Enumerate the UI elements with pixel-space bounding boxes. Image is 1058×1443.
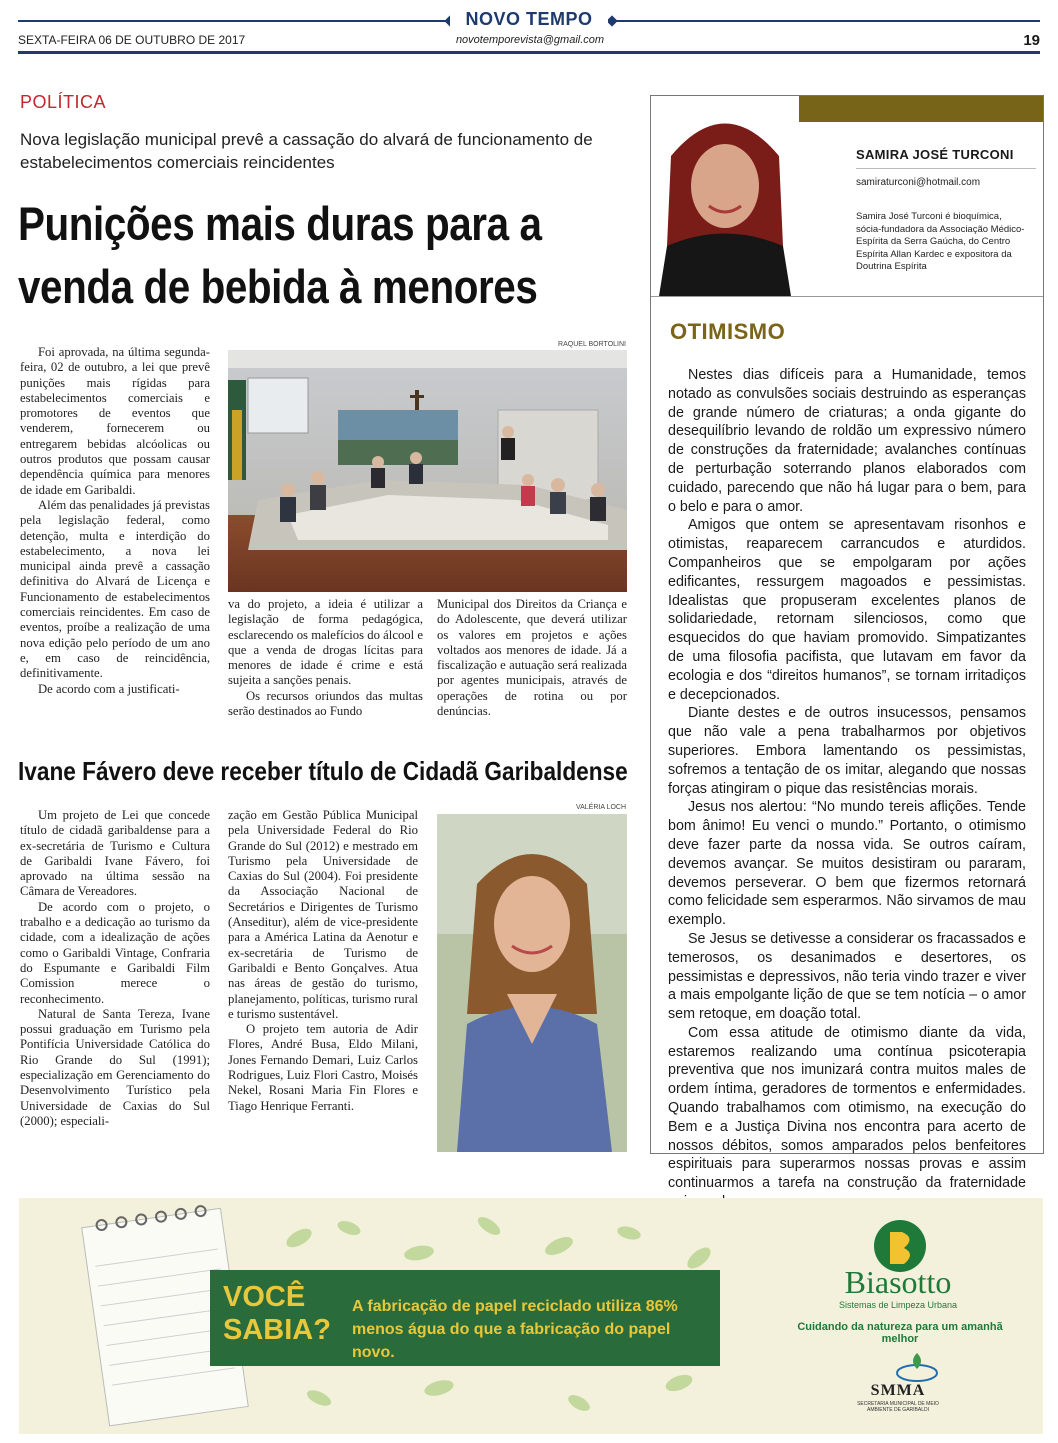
paragraph: Os recursos oriundos das multas serão destinados ao Fundo	[228, 688, 423, 719]
ad-question-line: VOCÊ	[223, 1281, 306, 1313]
divider	[651, 296, 1043, 297]
section-label: POLÍTICA	[20, 92, 107, 112]
divider	[856, 168, 1036, 169]
columnist-portrait	[651, 96, 799, 296]
article1-column-1	[20, 345, 210, 697]
paragraph: O projeto tem autoria de Adir Flores, André Busa, Eldo Milani, Jones Fernando Demari, Luiz Carlos Rodrigues, Luiz Flori Castro, Moisés Nekel, Rosani Maria Fin Flores e Tiago Henrique Ferranti.	[228, 1022, 418, 1113]
article-headline: Punições mais duras para a venda de bebida à menores	[18, 197, 542, 313]
paragraph: Um projeto de Lei que concede título de cidadã garibaldense para a ex-secretária de Turismo e Cultura de Garibaldi Ivane Fávero, foi aprovado na última sessão na Câmara de Vereadores.	[20, 808, 210, 899]
masthead	[450, 9, 608, 30]
paragraph: De acordo com a justificati-	[38, 681, 180, 696]
columnist-email: samiraturconi@hotmail.com	[856, 177, 981, 188]
column-title: OTIMISMO	[670, 319, 786, 344]
ad-question-line: SABIA?	[223, 1314, 331, 1346]
article1-column-3	[437, 597, 627, 719]
paragraph: va do projeto, a ideia é utilizar a legislação de forma pedagógica, esclarecendo os malefícios do álcool e que a venda de drogas lícitas para menores de idade é crime e está sujeita a sanções penais.	[228, 597, 423, 688]
smma-logo-text: SMMA	[870, 1382, 926, 1399]
biasotto-logo-text: Biasotto	[844, 1264, 952, 1300]
paragraph: Se Jesus se detivesse a considerar os fracassados e temerosos, os desanimados e desertores, os pessimistas e depressivos, não teria vindo trazer e viver a mais empolgante lição de que se tem notícia – o amor sem retoque, em doação total.	[668, 930, 1026, 1023]
paragraph: Nestes dias difíceis para a Humanidade, temos notado as convulsões sociais destruindo as esperanças de grande número de criaturas; a onda gigante do desequilíbrio levando de roldão um expressivo número de construções da fraternidade; avalanches contínuas de perturbação soterrando planos elaborados com cuidado, parecendo que não há lugar para o bem, para o belo e para o amor.	[668, 367, 1026, 515]
brand-subtitle: Sistemas de Limpeza Urbana	[838, 1300, 958, 1310]
paragraph: Natural de Santa Tereza, Ivane possui graduação em Turismo pela Pontifícia Universidade Católica do Rio Grande do Sul (1991); especialização em Gerenciamento do Desenvolvimento Turístico pela Universidade de Caxias do Sul (2000); especiali-	[20, 1006, 210, 1128]
newspaper-email: novotemporevista@gmail.com	[455, 34, 605, 46]
smma-subtitle: SECRETARIA MUNICIPAL DE MEIO AMBIENTE DE GARIBALDI	[857, 1401, 939, 1413]
paragraph: Jesus nos alertou: “No mundo tereis aflições. Tende bom ânimo! Eu venci o mundo.” Portanto, o otimismo deve fazer parte da nossa vida. Se outros caíram, devemos avançar. Se muitos desistiram ou pararam, devemos perseverar. O bem que fizermos retornará como felicidade sem esperarmos. Não sirvamos de mau exemplo.	[668, 799, 1026, 929]
article2-column-2	[228, 808, 418, 1114]
paragraph: Municipal dos Direitos da Criança e do Adolescente, que deverá utilizar os valores em projetos e ações voltados aos menores de idade. Já a fiscalização e autuação será realizada por agentes municipais, através de operações de rotina ou por denúncias.	[437, 597, 627, 719]
brand-slogan: Cuidando da natureza para um amanhã melhor	[797, 1321, 1003, 1345]
article-subtitle: Nova legislação municipal prevê a cassação do alvará de funcionamento de estabelecimentos comerciais reincidentes	[20, 130, 593, 172]
paragraph: Foi aprovada, na última segunda-feira, 02 de outubro, a lei que prevê punições mais rígidas para estabelecimentos comerciais e promotores de eventos que venderem, fornecerem ou entregarem bebidas alcóolicas ou outros produtos que possam causar dependência química para menores de idade em Garibaldi.	[20, 345, 210, 497]
photo-credit: RAQUEL BORTOLINI	[558, 341, 626, 348]
newspaper-name: NOVO TEMPO	[465, 9, 593, 29]
article2-headline: Ivane Fávero deve receber título de Cidadã Garibaldense	[18, 756, 628, 786]
photo-credit: VALÉRIA LOCH	[575, 804, 626, 811]
header-bottom-rule	[18, 51, 1040, 54]
header-diamond-right	[606, 15, 617, 26]
paragraph: zação em Gestão Pública Municipal pela Universidade Federal do Rio Grande do Sul (2012) e mestrado em Turismo pela Universidade de Caxias do Sul (2004). Foi presidente da Associação Nacional de Secretários e Dirigentes de Turismo (Anseditur), além de vice-presidente para a América Latina da Aenotur e ex-secretária de Turismo de Garibaldi e Bento Gonçalves. Atua nas áreas de gestão do turismo, planejamento, políticas, turismo rural e turismo sustentável.	[228, 808, 418, 1021]
paragraph: Diante destes e de outros insucessos, pensamos que não vale a pena trabalharmos por objetivos superiores. Embora lamentando os pessimistas, sofremos a tentação de os imitar, alegando que nossas forças atingiram o pique das resistências morais.	[668, 705, 1026, 797]
issue-date: SEXTA-FEIRA 06 DE OUTUBRO DE 2017	[18, 33, 246, 47]
column-body	[668, 366, 1026, 1212]
paragraph: Com essa atitude de otimismo diante da vida, estaremos realizando uma contínua psicoterapia preventiva que nos imunizará contra muitos males de ordem íntima, geradores de tormentos e enfermidades. Quando trabalhamos com otimismo, na execução do Bem e a Justiça Divina nos encontra para acerto de nossos débitos, somos amparados pelos benfeitores espirituais para superarmos nossas provas e assim continuarmos a tarefa na construção da fraternidade	[668, 1024, 1026, 1192]
article2-column-1	[20, 808, 210, 1129]
paragraph: Amigos que ontem se apresentavam risonhos e otimistas, reaparecem carrancudos e aturdidos. Companheiros que se empolgaram por ações edificantes, ressurgem magoados e pessimistas. Idealistas que propuseram excelentes planos de solidariedade, retornam silenciosos, como que esquecidos do que haviam promovido. Simpatizantes de uma filosofia pacifista, que lutavam em favor da ecologia e dos “direitos humanos”, se tornam irritadiços e decepcionados.	[668, 517, 1026, 703]
page-number: 19	[1023, 32, 1040, 49]
ivane-favero-portrait	[437, 814, 627, 1152]
article1-column-2	[228, 597, 423, 719]
council-session-photo	[228, 350, 627, 592]
columnist-bio: Samira José Turconi é bioquímica, sócia-fundadora da Associação Médico-Espírita da Serra Gaúcha, do Centro Espírita Allan Kardec e expositora da Doutrina Espírita	[856, 211, 1025, 272]
ad-fact: A fabricação de papel reciclado utiliza 86% menos água do que a fabricação do papel novo.	[352, 1298, 678, 1361]
paragraph: De acordo com o projeto, o trabalho e a dedicação ao turismo da cidade, com a idealização de ações como o Garibaldi Vintage, Confraria do Espumante e Garibaldi Film Comission merece o reconhecimento.	[20, 899, 210, 1006]
ad-question	[223, 1281, 331, 1347]
columnist-name: SAMIRA JOSÉ TURCONI	[856, 147, 1014, 162]
paragraph: Além das penalidades já previstas pela legislação federal, como detenção, multa e interdição do estabelecimento, a nova lei municipal ainda prevê a cassação definitiva do Alvará de Licença e Funcionamento de estabelecimentos comerciais reincidentes. Em caso de eventos, proíbe a realização de uma nova edição pelo período de um ano e, em caso de reincidência, definitivamente.	[20, 497, 210, 681]
